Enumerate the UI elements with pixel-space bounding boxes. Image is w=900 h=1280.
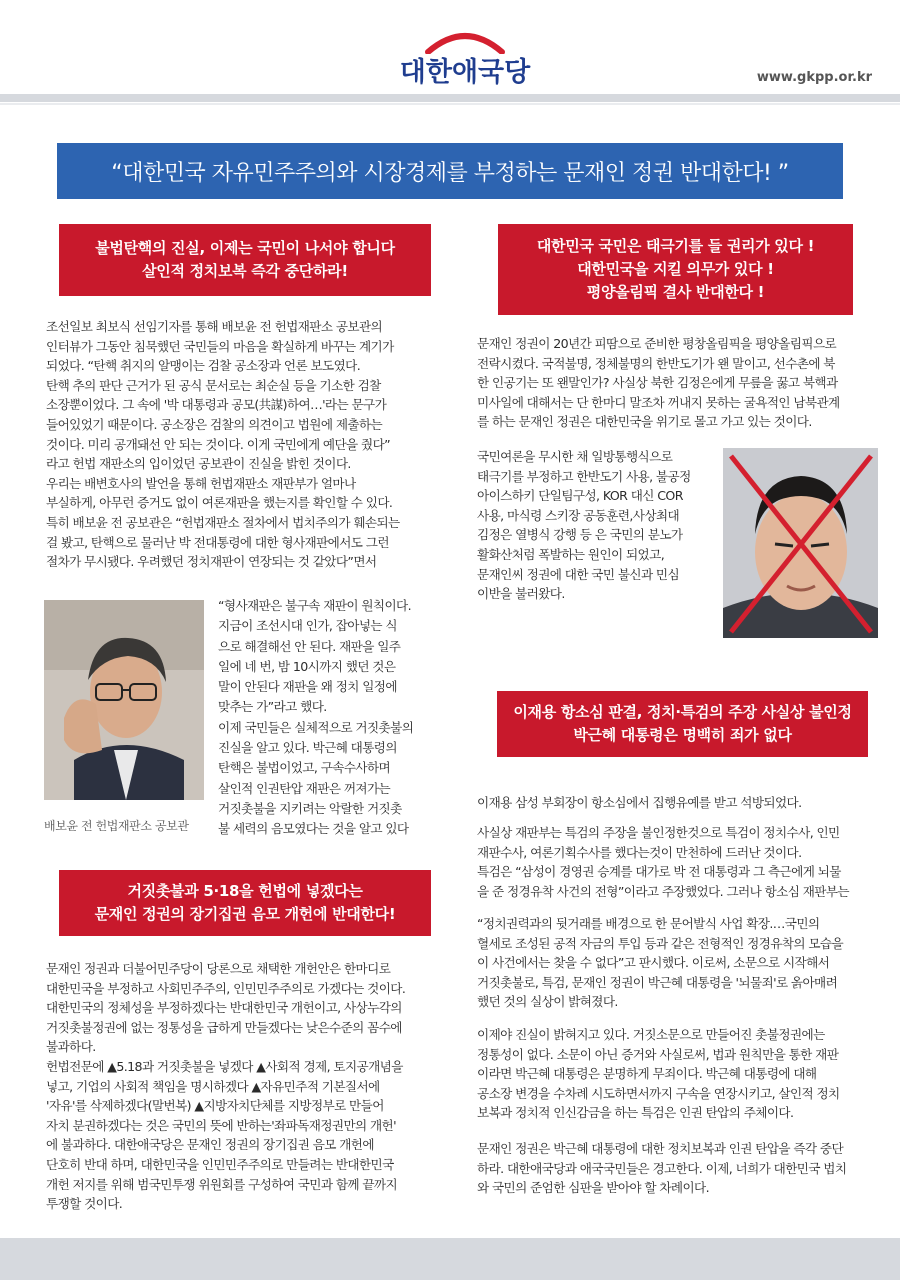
portrait-photo [44,600,204,800]
paragraph-interview-quote [218,596,413,840]
text-line: 문재인 정권과 더불어민주당이 당론으로 채택한 개헌안은 한마디로 [46,961,391,976]
site-url[interactable]: www.gkpp.or.kr [756,70,872,85]
text-line: 말이 안된다 재판을 왜 정치 일정에 [218,679,397,695]
heading-line: 살인적 정치보복 즉각 중단하라! [142,262,348,280]
page-header [0,0,900,96]
crossed-out-photo [723,448,878,638]
text-line: 한 인공기는 또 왠말인가? 사실상 북한 김정은에게 무릎을 꿇고 북핵과 [477,375,838,391]
heading-line: 평양올림픽 결사 반대한다 ! [586,283,765,301]
text-line: 대한민국을 부정하고 사회민주주의, 인민민주주의로 가겠다는 것이다. [46,980,406,996]
heading-line: 대한민국을 지킬 의무가 있다 ! [577,260,774,278]
text-line: “정치권력과의 뒷거래를 배경으로 한 문어발식 사업 확장.…국민의 [477,916,820,931]
text-line: 거짓촛불정권에 없는 정통성을 급하게 만들겠다는 낮은수준의 꼼수에 [46,1019,402,1035]
text-line: 공소장 변경을 수차례 시도하면서까지 구속을 연장시키고, 살인적 정치 [477,1085,840,1101]
header-divider [0,94,900,102]
heading-line: 대한민국 국민은 태극기를 들 권리가 있다 ! [536,237,815,255]
text-line: 활화산처럼 폭발하는 원인이 되었고, [477,546,665,562]
text-line: 에 불과하다. 대한애국당은 문재인 정권의 장기집권 음모 개헌에 [46,1137,374,1153]
page-footer [0,1238,900,1280]
text-line: 우리는 배변호사의 발언을 통해 헌법재판소 재판부가 얼마나 [46,475,356,491]
portrait-image [44,600,204,800]
heading-line: 이재용 항소심 판결, 정치·특검의 주장 사실상 불인정 [513,703,852,721]
text-line: 탄핵 추의 판단 근거가 된 공식 문서로는 최순실 등을 기소한 검찰 [46,377,381,393]
text-line: 탄핵은 불법이었고, 구속수사하며 [218,760,391,776]
text-line: 단호히 반대 하며, 대한민국을 인민민주주의로 만들려는 반대한민국 [46,1156,394,1172]
paragraph-constitution [46,959,405,1214]
text-line: 재판수사, 여론기획수사를 했다는것이 만천하에 드러난 것이다. [477,844,802,860]
text-line: 투쟁할 것이다. [46,1196,123,1212]
text-line: 것이다. 미리 공개돼선 안 되는 것이다. 이게 국민에게 예단을 줬다” [46,436,391,452]
text-line: 이 사건에서는 찾을 수 없다”고 판시했다. 이로써, 소문으로 시작해서 [477,955,830,971]
text-line: 불 세력의 음모였다는 것을 알고 있다 [218,821,409,837]
text-line: 걸 봤고, 탄핵으로 물러난 박 전대통령에 대한 형사재판에서도 그런 [46,534,389,550]
text-line: 태극기를 부정하고 한반도기 사용, 불공정 [477,468,691,484]
text-line: 이재용 삼성 부회장이 항소심에서 집행유예를 받고 석방되었다. [477,795,802,810]
text-line: 을 준 정경유착 사건의 전형”이라고 주장했었다. 그러나 항소심 재판부는 [477,883,849,899]
heading-line: 불법탄핵의 진실, 이제는 국민이 나서야 합니다 [95,239,395,257]
text-line: 아이스하키 단일팀구성, KOR 대신 COR [477,488,683,504]
text-line: 문재인 정권은 박근혜 대통령에 대한 정치보복과 인권 탄압을 즉각 중단 [477,1141,844,1156]
text-line: 절차가 무시됐다. 우려했던 정치재판이 연장되는 것 같았다”면서 [46,554,377,570]
section-heading-constitution [59,870,431,936]
text-line: 이라면 박근혜 대통령은 분명하게 무죄이다. 박근혜 대통령에 대해 [477,1066,817,1082]
text-line: 개헌 저지를 위해 범국민투쟁 위원회를 구성하여 국민과 함께 끝까지 [46,1176,398,1192]
paragraph-verdict-detail [477,823,849,901]
text-line: 와 국민의 준엄한 심판을 받아야 할 차례이다. [477,1180,710,1196]
text-line: 인터뷰가 그동안 침묵했던 국민들의 마음을 확실하게 바꾸는 계기가 [46,338,394,354]
section-heading-impeachment [59,224,431,296]
text-line: 진실을 알고 있다. 박근혜 대통령의 [218,740,397,756]
text-line: 들어있었기 때문이다. 공소장은 검찰의 의견이고 법원에 제출하는 [46,416,383,432]
logo-text: 대한애국당 [399,57,531,88]
crossed-portrait-image [723,448,878,638]
text-line: 자치 분권하겠다는 것은 국민의 뜻에 반하는'좌파독재정권만의 개헌' [46,1117,396,1133]
party-logo [390,26,540,90]
paragraph-verdict-intro [477,793,802,813]
paragraph-warning [477,1139,846,1198]
text-line: 혈세로 조성된 공적 자금의 투입 등과 같은 전형적인 정경유착의 모습을 [477,935,844,951]
text-line: 라고 헌법 재판소의 입이었던 공보관이 진실을 밝힌 것이다. [46,456,351,472]
text-line: 일에 네 번, 밤 10시까지 했던 것은 [218,658,396,674]
text-line: 하라. 대한애국당과 애국국민들은 경고한다. 이제, 너희가 대한민국 법치 [477,1160,847,1176]
text-line: 를 하는 문재인 정권은 대한민국을 위기로 몰고 가고 있는 것이다. [477,414,812,430]
text-line: 불과하다. [46,1039,96,1055]
text-line: 김정은 열병식 강행 등 은 국민의 분노가 [477,527,683,543]
text-line: 넣고, 기업의 사회적 책임을 명시하겠다 ▲자유민주적 기본질서에 [46,1078,380,1094]
text-line: 특히 배보윤 전 공보관은 “헌법재판소 절차에서 법치주의가 훼손되는 [46,514,400,530]
text-line: 거짓촛불로, 특검, 문재인 정권이 박근혜 대통령을 '뇌물죄'로 옭아매려 [477,974,838,990]
section-heading-verdict [497,691,868,757]
text-line: 보복과 정치적 인신감금을 하는 특검은 인권 탄압의 주체이다. [477,1105,794,1121]
header-divider-thin [0,103,900,105]
text-line: 국민여론을 무시한 채 일방통행식으로 [477,449,673,464]
text-line: 문재인 정권이 20년간 피땀으로 준비한 평창올림픽을 평양올림픽으로 [477,336,837,351]
text-line: 대한민국의 정체성을 부정하겠다는 반대한민국 개헌이고, 사상누각의 [46,1000,402,1016]
text-line: 되었다. “탄핵 취지의 알맹이는 검찰 공소장과 언론 보도였다. [46,358,361,374]
paragraph-impeachment-intro [46,317,400,572]
heading-line: 박근혜 대통령은 명백히 죄가 없다 [573,726,792,744]
text-line: 정통성이 없다. 소문이 아닌 증거와 사실로써, 법과 원칙만을 통한 재판 [477,1046,839,1062]
heading-line: 문재인 정권의 장기집권 음모 개헌에 반대한다! [94,905,396,923]
heading-line: 거짓촛불과 5·18을 헌법에 넣겠다는 [127,882,363,900]
text-line: '자유'를 삭제하겠다(말번복) ▲지방자치단체를 지방정부로 만들어 [46,1098,384,1114]
paragraph-public-opinion [477,447,691,604]
text-line: 살인적 인권탄압 재판은 꺼져가는 [218,780,391,796]
text-line: 이반을 불러왔다. [477,586,565,602]
paragraph-court-ruling [477,914,843,1012]
text-line: 이제 국민들은 실체적으로 거짓촛불의 [218,719,414,735]
text-line: 으로 해결해선 안 된다. 재판을 일주 [218,638,401,654]
headline-banner: “대한민국 자유민주주의와 시장경제를 부정하는 문재인 정권 반대한다! ” [57,143,843,199]
text-line: 맞추는 가”라고 했다. [218,699,327,715]
paragraph-truth-revealed [477,1025,840,1123]
text-line: 거짓촛불을 지키려는 악랄한 거짓촛 [218,800,402,816]
text-line: 조선일보 최보식 선임기자를 통해 배보윤 전 헌법재판소 공보관의 [46,319,383,334]
section-heading-olympics [498,224,853,315]
text-line: 사용, 마식령 스키장 공동훈련,사상최대 [477,507,680,523]
text-line: 전락시켰다. 국적불명, 정체불명의 한반도기가 왠 말이고, 선수촌에 북 [477,355,835,371]
text-line: 문재인씨 정권에 대한 국민 불신과 민심 [477,566,680,582]
text-line: 부실하게, 아무런 증거도 없이 여론재판을 했는지를 확인할 수 있다. [46,495,393,511]
text-line: 미사일에 대해서는 단 한마디 말조차 꺼내지 못하는 굴욕적인 남북관계 [477,394,840,410]
text-line: 헌법전문에 ▲5.18과 거짓촛불을 넣겠다 ▲사회적 경제, 토지공개념을 [46,1058,403,1074]
text-line: 소장뿐이었다. 그 속에 '박 대통령과 공모(共謀)하여…'라는 문구가 [46,397,387,413]
text-line: 했던 것의 실상이 밝혀졌다. [477,994,618,1010]
text-line: 특검은 “삼성이 경영권 승계를 대가로 박 전 대통령과 그 측근에게 뇌물 [477,864,841,880]
photo-caption: 배보윤 전 헌법재판소 공보관 [44,819,189,833]
paragraph-olympics [477,334,840,432]
text-line: 이제야 진실이 밝혀지고 있다. 거짓소문으로 만들어진 촛불정권에는 [477,1027,825,1042]
text-line: “형사재판은 불구속 재판이 원칙이다. [218,598,412,613]
text-line: 지금이 조선시대 인가, 잡아넣는 식 [218,618,397,634]
text-line: 사실상 재판부는 특검의 주장을 불인정한것으로 특검이 정치수사, 인민 [477,825,840,840]
